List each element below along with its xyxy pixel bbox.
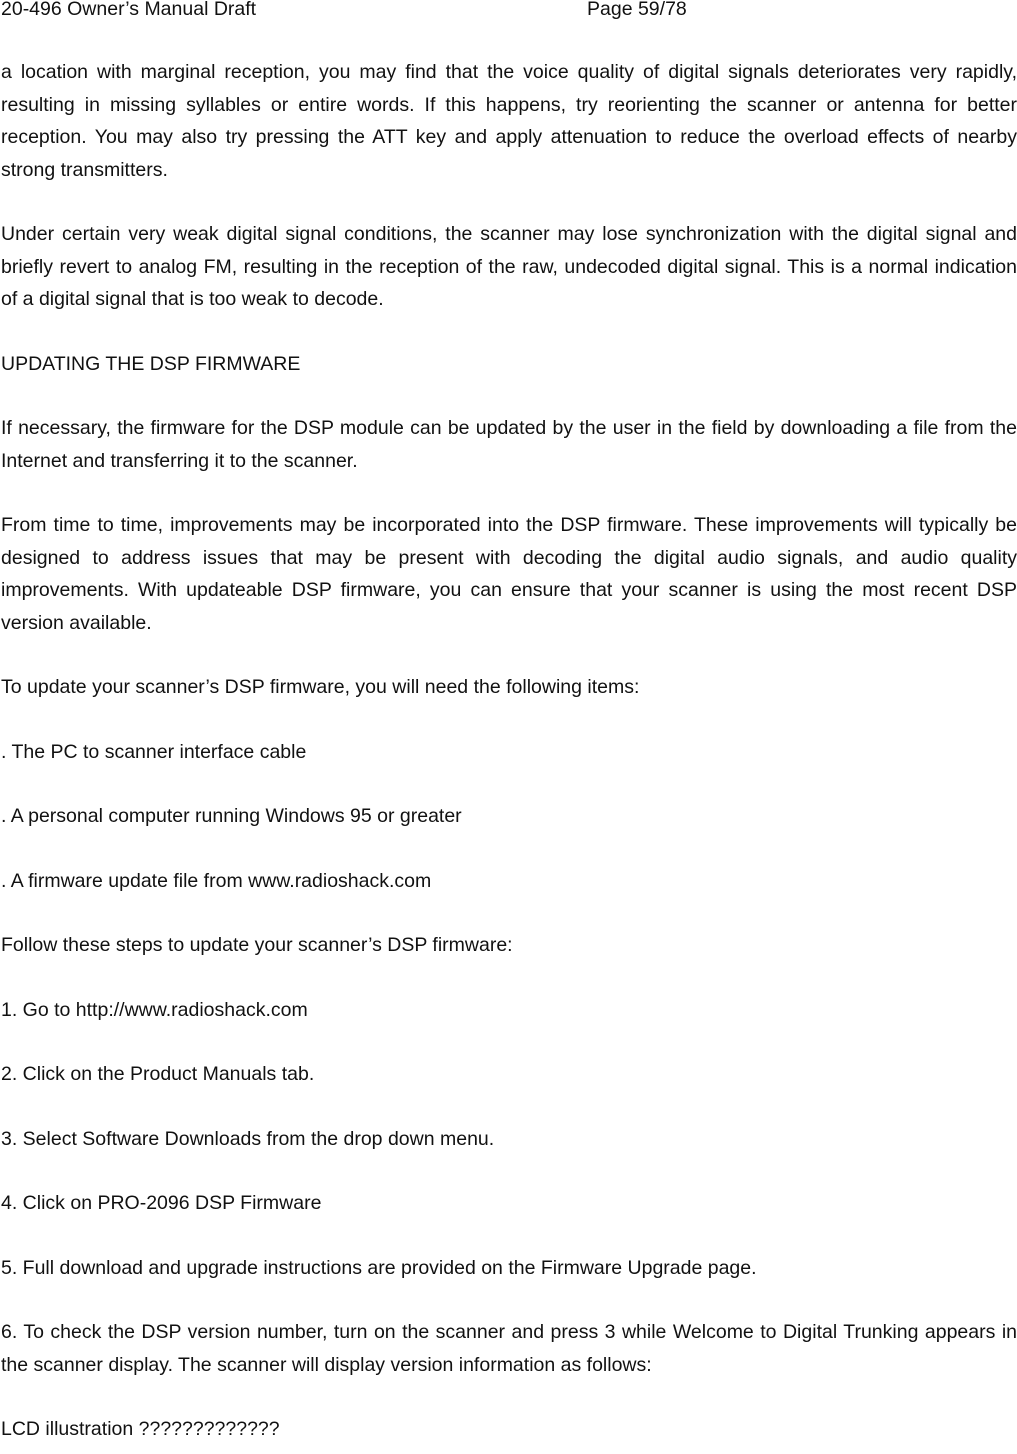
paragraph-weak-signal: Under certain very weak digital signal conditions, the scanner may lose synchronization with the digital signal and briefly revert to analog FM, resulting in the reception of the raw, undecoded digital signal. This is a normal indication of a digital signal that is too weak to decode.: [1, 223, 1017, 310]
step-item: 6. To check the DSP version number, turn on the scanner and press 3 while Welcome to Digital Trunking appears in the scanner display. The scanner will display version information as follows:: [1, 1321, 1017, 1376]
paragraph-reception: a location with marginal reception, you may find that the voice quality of digital signals deteriorates very rapidly, resulting in missing syllables or entire words. If this happens, try reorienting the scanner or antenna for better reception. You may also try pressing the ATT key and apply attenuation to reduce the overload effects of nearby strong transmitters.: [1, 61, 1017, 181]
step-item: 3. Select Software Downloads from the drop down menu.: [1, 1127, 495, 1150]
paragraph-improvements: From time to time, improvements may be incorporated into the DSP firmware. These improvements will typically be designed to address issues that may be present with decoding the digital audio signals, and audio quality improvements. With updateable DSP firmware, you can ensure that your scanner is using the most recent DSP version available.: [1, 514, 1017, 634]
step-item: 5. Full download and upgrade instructions are provided on the Firmware Upgrade page.: [1, 1256, 757, 1279]
lcd-illustration-placeholder: LCD illustration ?????????????: [1, 1418, 280, 1440]
step-item: 4. Click on PRO-2096 DSP Firmware: [1, 1192, 322, 1214]
document-title: 20-496 Owner’s Manual Draft: [1, 0, 257, 20]
step-item: 2. Click on the Product Manuals tab.: [1, 1063, 315, 1085]
list-item: . A personal computer running Windows 95 or greater: [1, 805, 462, 827]
page-number: Page 59/78: [587, 0, 687, 20]
step-item: 1. Go to http://www.radioshack.com: [1, 998, 308, 1021]
paragraph-items-intro: To update your scanner’s DSP firmware, you will need the following items:: [1, 676, 640, 698]
paragraph-firmware-update: If necessary, the firmware for the DSP module can be updated by the user in the field by downloading a file from the Internet and transferring it to the scanner.: [1, 417, 1017, 472]
list-item: . The PC to scanner interface cable: [1, 740, 307, 763]
steps-intro: Follow these steps to update your scanner’s DSP firmware:: [1, 934, 513, 956]
page-header: [0, 0, 1017, 30]
document-body: [1, 56, 1017, 1446]
list-item: . A firmware update file from www.radioshack.com: [1, 869, 432, 892]
section-heading: UPDATING THE DSP FIRMWARE: [1, 352, 301, 375]
